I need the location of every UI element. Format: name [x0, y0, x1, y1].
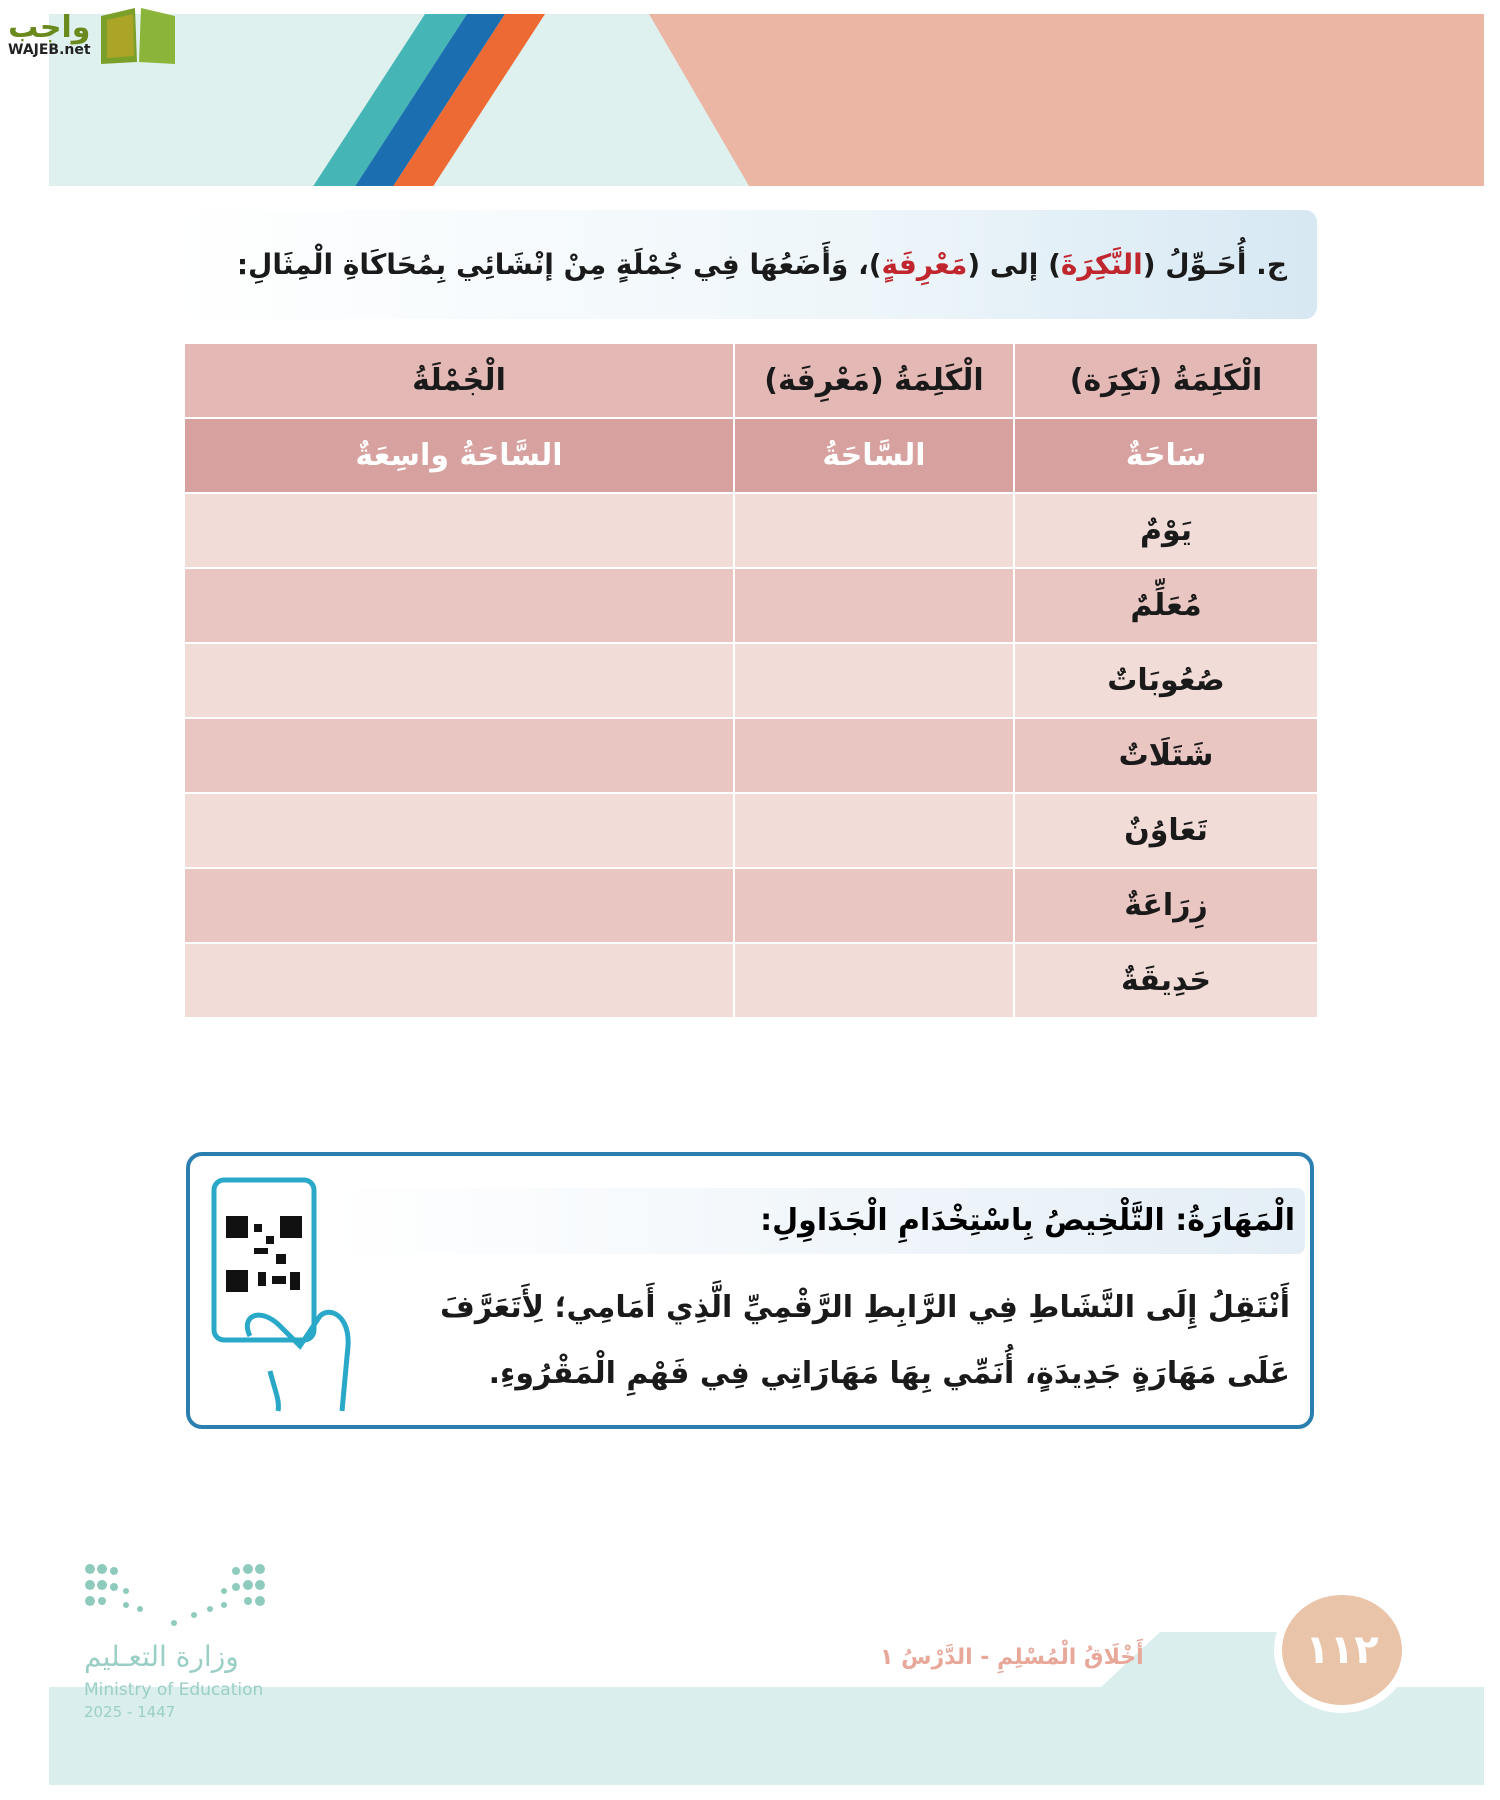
lesson-title: أَخْلَاقُ الْمُسْلِمِ - الدَّرْسُ ١: [880, 1645, 1144, 1670]
ministry-logo-icon: [84, 1563, 266, 1631]
sentence-input-cell[interactable]: [184, 793, 734, 868]
maarifa-input-cell[interactable]: [734, 493, 1014, 568]
table-row: [184, 643, 1318, 718]
maarifa-input-cell[interactable]: [734, 718, 1014, 793]
word-cell: مُعَلِّمٌ: [1014, 568, 1318, 643]
maarifa-input-cell[interactable]: [734, 793, 1014, 868]
header-maarifa: الْكَلِمَةُ (مَعْرِفَة): [734, 343, 1014, 418]
sentence-input-cell[interactable]: [184, 868, 734, 943]
instruction-text: ج. أُحَـوِّلُ (النَّكِرَةَ) إلى (مَعْرِفَةٍ)، وَأَضَعُهَا فِي جُمْلَةٍ مِنْ إنْشَائِي بِمُحَاكَاةِ الْمِثَالِ:: [236, 248, 1287, 281]
maarifa-input-cell[interactable]: [734, 943, 1014, 1018]
table-row: [184, 718, 1318, 793]
logo-arabic: واجب: [8, 10, 91, 45]
word-cell: زِرَاعَةٌ: [1014, 868, 1318, 943]
example-nakira: سَاحَةٌ: [1014, 418, 1318, 493]
maarifa-input-cell[interactable]: [734, 568, 1014, 643]
book-icon: [97, 4, 179, 66]
header-sentence: الْجُمْلَةُ: [184, 343, 734, 418]
table-row: [184, 943, 1318, 1018]
ministry-name-en: Ministry of Education: [84, 1680, 264, 1700]
qr-phone-icon[interactable]: [210, 1176, 360, 1416]
maarifa-input-cell[interactable]: [734, 643, 1014, 718]
sentence-input-cell[interactable]: [184, 718, 734, 793]
table-row: [184, 568, 1318, 643]
word-cell: حَدِيقَةٌ: [1014, 943, 1318, 1018]
sentence-input-cell[interactable]: [184, 568, 734, 643]
word-cell: يَوْمٌ: [1014, 493, 1318, 568]
example-sentence: السَّاحَةُ واسِعَةٌ: [184, 418, 734, 493]
example-row: [184, 418, 1318, 493]
table-row: [184, 868, 1318, 943]
example-maarifa: السَّاحَةُ: [734, 418, 1014, 493]
table-row: [184, 493, 1318, 568]
instruction-box: [172, 210, 1317, 319]
skill-body: أَنْتَقِلُ إِلَى النَّشَاطِ فِي الرَّابِطِ الرَّقْمِيِّ الَّذِي أَمَامِي؛ لِأَتَعَرَّفَ عَلَى مَهَارَةٍ جَدِيدَةٍ، أُنَمِّي بِهَا مَهَارَاتِي فِي فَهْمِ الْمَقْرُوءِ.: [439, 1290, 1290, 1391]
exercise-table: [183, 342, 1319, 1019]
ministry-name-ar: وزارة التعـليم: [84, 1640, 239, 1673]
maarifa-input-cell[interactable]: [734, 868, 1014, 943]
sentence-input-cell[interactable]: [184, 643, 734, 718]
table-header-row: [184, 343, 1318, 418]
sentence-input-cell[interactable]: [184, 493, 734, 568]
header-banner: [49, 14, 1484, 186]
wajeb-logo[interactable]: [8, 4, 179, 66]
skill-title: الْمَهَارَةُ: التَّلْخِيصُ بِاسْتِخْدَامِ الْجَدَاوِلِ:: [330, 1188, 1305, 1254]
header-nakira: الْكَلِمَةُ (نَكِرَة): [1014, 343, 1318, 418]
year: 2025 - 1447: [84, 1703, 176, 1721]
footer-band: [49, 1687, 1484, 1785]
word-cell: شَتَلَاتٌ: [1014, 718, 1318, 793]
word-cell: صُعُوبَاتٌ: [1014, 643, 1318, 718]
page-number: ١١٢: [1274, 1587, 1410, 1713]
sentence-input-cell[interactable]: [184, 943, 734, 1018]
logo-latin: WAJEB.net: [8, 42, 91, 58]
word-cell: تَعَاوُنٌ: [1014, 793, 1318, 868]
table-row: [184, 793, 1318, 868]
